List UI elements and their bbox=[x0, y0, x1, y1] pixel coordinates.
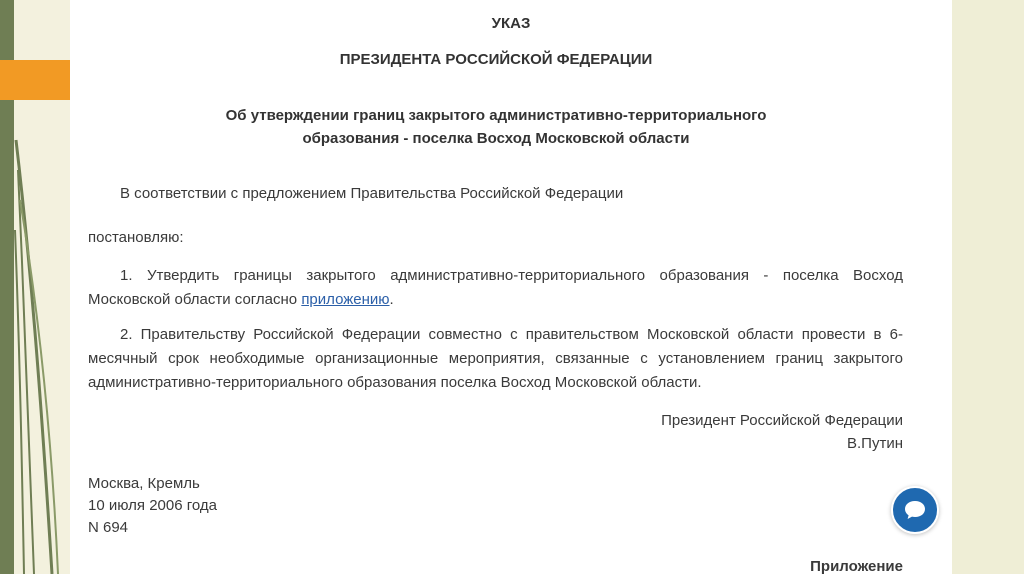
decree-subject bbox=[70, 104, 922, 150]
item-1-text: 1. Утвердить границы закрытого административно-территориального образования - поселка Восход Московской области согласно bbox=[88, 267, 903, 308]
preamble-text: В соответствии с предложением Правительства Российской Федерации bbox=[120, 185, 624, 202]
chat-button[interactable] bbox=[891, 486, 939, 534]
decree-word: постановляю: bbox=[88, 229, 184, 246]
item-1-paragraph bbox=[88, 264, 903, 312]
item-1-end: . bbox=[389, 291, 394, 308]
decree-place: Москва, Кремль bbox=[88, 475, 200, 492]
decree-number: N 694 bbox=[88, 519, 129, 536]
appendix-link[interactable]: приложению bbox=[301, 291, 390, 308]
decree-subject-line-2: образования - поселка Восход Московской области bbox=[302, 130, 690, 147]
appendix-label: Приложение bbox=[810, 558, 903, 574]
right-decorative-strip bbox=[952, 0, 1024, 574]
decree-heading: УКАЗ bbox=[491, 15, 531, 32]
decree-date: 10 июля 2006 года bbox=[88, 497, 217, 514]
item-2-paragraph: 2. Правительству Российской Федерации совместно с правительством Московской области провести в 6-месячный срок необходимые организационные мероприятия, связанные с установлением границ закрытого административно-территориального образования поселка Восход Московской области. bbox=[88, 326, 903, 391]
chat-bubble-icon bbox=[903, 499, 927, 521]
decree-issuer-heading: ПРЕЗИДЕНТА РОССИЙСКОЙ ФЕДЕРАЦИИ bbox=[339, 51, 653, 68]
signature-title: Президент Российской Федерации bbox=[661, 412, 903, 429]
grass-decoration bbox=[0, 0, 72, 574]
signature-name: В.Путин bbox=[847, 435, 903, 452]
document-page bbox=[70, 0, 952, 574]
decree-subject-line-1: Об утверждении границ закрытого административно-территориального bbox=[225, 107, 767, 124]
